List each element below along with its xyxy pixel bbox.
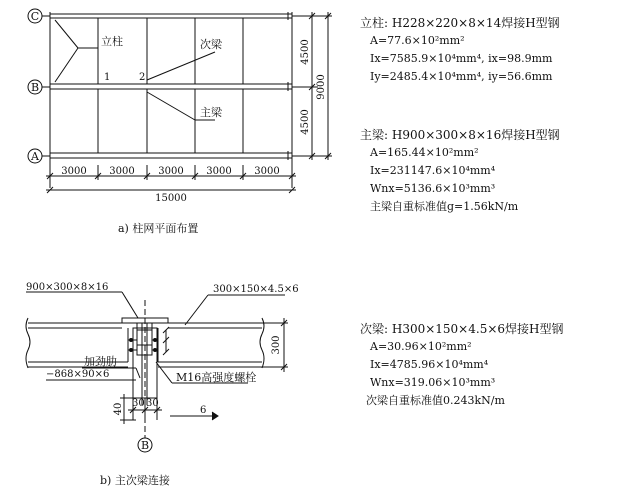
- label-stiffener: 加劲肋: [84, 355, 117, 368]
- dim-40: 40: [113, 402, 124, 416]
- dim-x-3: 3000: [158, 166, 184, 177]
- grid-line-a: [50, 153, 292, 158]
- column-spec: [360, 14, 560, 86]
- secondary-beam-spec: [360, 320, 563, 410]
- label-main: 主梁: [200, 106, 222, 119]
- dim-x-4: 3000: [206, 166, 232, 177]
- main-spec-wnx: Wnx=5136.6×10³mm³: [370, 182, 496, 195]
- label-secondary: 次梁: [200, 38, 222, 51]
- dim-x-total: 15000: [155, 193, 187, 204]
- main-spec-area: A=165.44×10²mm²: [370, 146, 479, 159]
- dim-y-1: 4500: [300, 39, 311, 65]
- secondary-beam-right: [158, 318, 264, 368]
- dim-bolt-spacing: [163, 327, 169, 355]
- caption-b: b) 主次梁连接: [100, 474, 170, 487]
- dim-y-total: 9000: [316, 74, 327, 100]
- stiffener-plate: [128, 328, 158, 398]
- dim-x-1: 3000: [61, 166, 87, 177]
- label-stiffener-size: −868×90×6: [46, 369, 110, 380]
- dim-x-2: 3000: [109, 166, 135, 177]
- secondary-spec-wnx: Wnx=319.06×10³mm³: [370, 376, 496, 389]
- section-arrow: [170, 412, 218, 420]
- axis-label-b: B: [30, 81, 40, 94]
- grid-line-b: [50, 84, 292, 89]
- secondary-spec-weight: 次梁自重标准值0.243kN/m: [366, 394, 505, 407]
- secondary-spec-area: A=30.96×10²mm²: [370, 340, 472, 353]
- label-num-2: 2: [139, 72, 146, 83]
- main-beam-spec: [360, 126, 560, 216]
- grid-line-c: [50, 14, 292, 18]
- dim-30-left: 30: [132, 398, 145, 409]
- column-spec-area: A=77.6×10²mm²: [370, 34, 465, 47]
- column-spec-iy: Iy=2485.4×10⁴mm⁴, iy=56.6mm: [370, 70, 553, 83]
- main-spec-weight: 主梁自重标准值g=1.56kN/m: [370, 200, 519, 213]
- plan-leaders: [55, 20, 215, 120]
- axis-label-a: A: [31, 150, 39, 163]
- secondary-spec-ix: Ix=4785.96×10⁴mm⁴: [370, 358, 489, 371]
- main-spec-ix: Ix=231147.6×10⁴mm⁴: [370, 164, 496, 177]
- secondary-spec-head: 次梁: H300×150×4.5×6焊接H型钢: [360, 322, 564, 336]
- column-spec-ix: Ix=7585.9×10⁴mm⁴, ix=98.9mm: [370, 52, 553, 65]
- label-num-1: 1: [104, 72, 111, 83]
- dim-300-text: 300: [271, 335, 282, 355]
- axis-label-b-detail: B: [140, 439, 150, 452]
- dim-y-2: 4500: [300, 109, 311, 135]
- label-column: 立柱: [101, 35, 123, 48]
- section-mark-6: 6: [200, 405, 207, 416]
- caption-a: a) 柱网平面布置: [118, 222, 199, 235]
- column-spec-head: 立柱: H228×220×8×14焊接H型钢: [360, 16, 560, 30]
- plan-verticals: [50, 12, 292, 160]
- axis-label-c: C: [30, 10, 40, 23]
- label-main-section: 900×300×8×16: [26, 282, 109, 293]
- label-bolt: M16高强度螺栓: [176, 371, 257, 384]
- dim-30-right: 30: [146, 398, 159, 409]
- label-secondary-section: 300×150×4.5×6: [213, 284, 299, 295]
- dim-x-5: 3000: [254, 166, 280, 177]
- main-spec-head: 主梁: H900×300×8×16焊接H型钢: [360, 128, 560, 142]
